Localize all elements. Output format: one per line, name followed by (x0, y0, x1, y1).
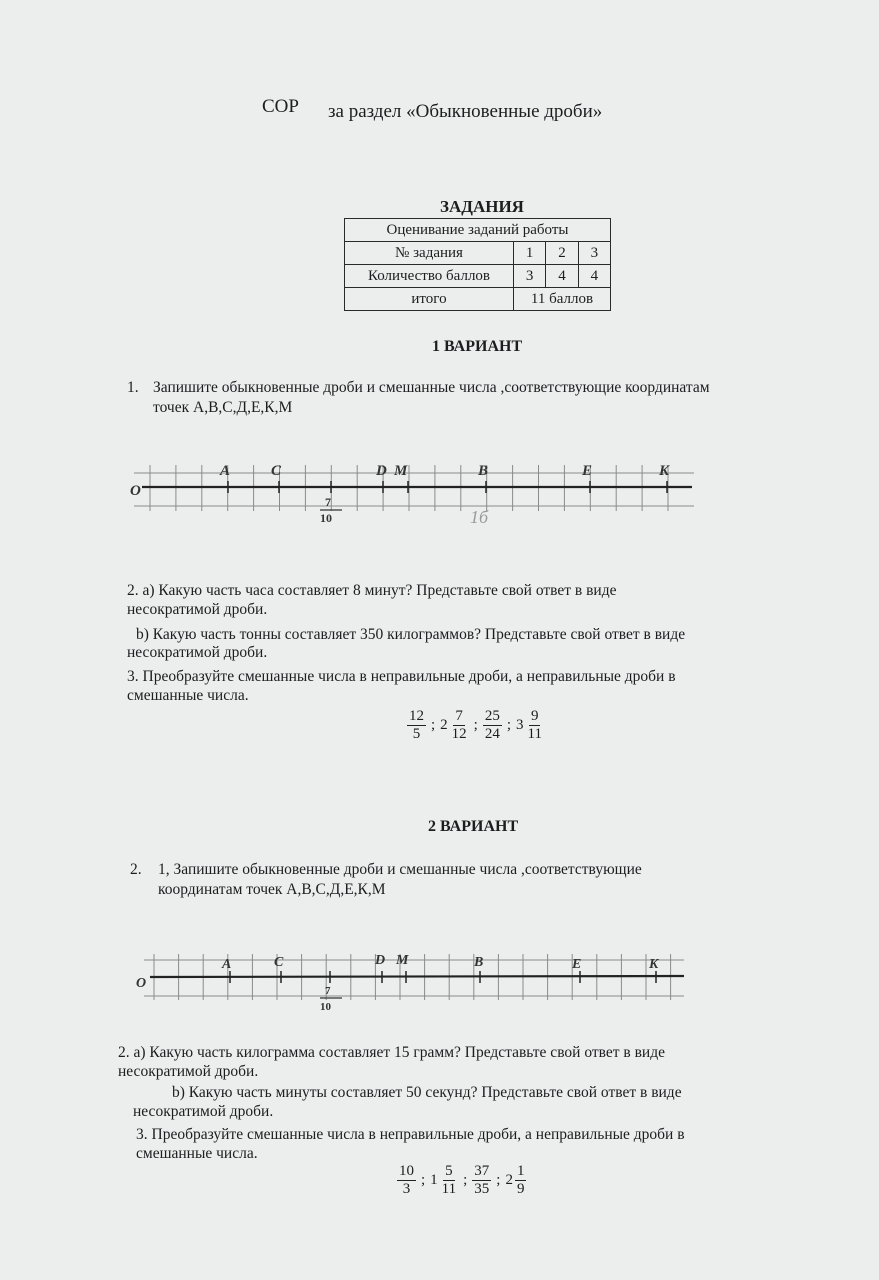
point-label-d: D (375, 953, 386, 968)
point-label-b: B (478, 463, 489, 479)
task-number-cell: 3 (578, 242, 610, 265)
v2-task1-number: 2. (130, 861, 142, 878)
point-label-b: B (474, 955, 484, 970)
v2-task1-text-line1: 1, Запишите обыкновенные дроби и смешанные числа ,соответствующие (158, 861, 642, 878)
tasks-heading: ЗАДАНИЯ (440, 197, 524, 216)
v2-task2a-line2: несократимой дроби. (118, 1063, 259, 1080)
v2-number-line (134, 948, 694, 1018)
fraction-numerator: 7 (325, 985, 331, 997)
point-label-c: C (274, 955, 284, 970)
v1-task2b-line2: несократимой дроби. (127, 644, 268, 661)
v1-task3-line1: 3. Преобразуйте смешанные числа в неправильные дроби, а неправильные дроби в (127, 668, 676, 685)
fraction: $\frac{1}{9}$ (516, 1163, 525, 1197)
point-label-m: M (394, 463, 408, 479)
variant2-heading: 2 ВАРИАНТ (428, 818, 519, 835)
v1-task3-line2: смешанные числа. (127, 687, 249, 704)
point-label-c: C (271, 463, 282, 479)
handwritten-note: 1б (470, 507, 489, 527)
v2-task2a-line1: 2. а) Какую часть килограмма составляет 15 грамм? Представьте свой ответ в виде (118, 1044, 665, 1061)
v1-task1-text-line1: Запишите обыкновенные дроби и смешанные числа ,соответствующие координатам (153, 379, 710, 396)
v2-task3-line1: 3. Преобразуйте смешанные числа в неправильные дроби, а неправильные дроби в (136, 1126, 685, 1143)
task-number-cell: 1 (514, 242, 546, 265)
v1-task2a-line1: 2. а) Какую часть часа составляет 8 минут? Представьте свой ответ в виде (127, 582, 617, 599)
point-label-m: M (396, 953, 409, 968)
v2-fraction-row: $\frac{10}{3}$ ; 1 $\frac{5}{11}$ ; $\frac{37}{35}$ ; 2 $\frac{1}{9}$ (399, 1163, 525, 1197)
page-title: за раздел «Обыкновенные дроби» (328, 101, 603, 122)
variant1-heading: 1 ВАРИАНТ (432, 338, 523, 355)
table-row (345, 288, 611, 311)
v2-task1-text-line2: координатам точек А,В,С,Д,Е,К,М (158, 881, 386, 898)
points-cell: 4 (578, 265, 610, 288)
fraction-denominator: 10 (320, 511, 332, 525)
table-row (345, 265, 611, 288)
table-row (345, 242, 611, 265)
table-title-cell: Оценивание заданий работы (345, 219, 611, 242)
task-number-cell: 2 (546, 242, 578, 265)
fraction: $\frac{10}{3}$ (399, 1163, 414, 1197)
origin-label: O (136, 976, 147, 991)
task-number-label-cell: № задания (345, 242, 514, 265)
origin-label: O (130, 483, 141, 499)
table-row (345, 219, 611, 242)
v1-task2a-line2: несократимой дроби. (127, 601, 268, 618)
point-label-a: A (220, 463, 231, 479)
v1-task2b-line1: b) Какую часть тонны составляет 350 килограммов? Представьте свой ответ в виде (136, 626, 686, 643)
point-label-a: A (222, 957, 232, 972)
point-label-k: K (649, 957, 659, 972)
point-label-e: E (582, 463, 593, 479)
v2-task2b-line1: b) Какую часть минуты составляет 50 секунд? Представьте свой ответ в виде (172, 1084, 682, 1101)
points-cell: 4 (546, 265, 578, 288)
title-sor: СОР (262, 96, 299, 117)
fraction: $\frac{9}{11}$ (527, 708, 542, 742)
total-label-cell: итого (345, 288, 514, 311)
fraction: $\frac{37}{35}$ (474, 1163, 490, 1197)
point-label-d: D (376, 463, 387, 479)
v1-task1-number: 1. (127, 379, 139, 396)
v2-task2b-line2: несократимой дроби. (133, 1103, 274, 1120)
point-label-e: E (572, 957, 582, 972)
point-label-k: K (659, 463, 670, 479)
v1-number-line (124, 455, 704, 530)
grading-table (344, 218, 611, 311)
fraction-denominator: 10 (320, 1001, 331, 1013)
v1-fraction-row: $\frac{12}{5}$ ; 2 $\frac{7}{12}$ ; $\frac{25}{24}$ ; 3 $\frac{9}{11}$ (409, 708, 542, 742)
fraction: $\frac{7}{12}$ (451, 708, 467, 742)
v2-task3-line2: смешанные числа. (136, 1145, 258, 1162)
fraction: $\frac{25}{24}$ (484, 708, 500, 742)
points-cell: 3 (514, 265, 546, 288)
points-label-cell: Количество баллов (345, 265, 514, 288)
v1-task1-text-line2: точек А,В,С,Д,Е,К,М (153, 399, 293, 416)
fraction: $\frac{5}{11}$ (441, 1163, 457, 1197)
total-cell: 11 баллов (514, 288, 611, 311)
fraction-numerator: 7 (325, 495, 331, 509)
fraction: $\frac{12}{5}$ (409, 708, 424, 742)
